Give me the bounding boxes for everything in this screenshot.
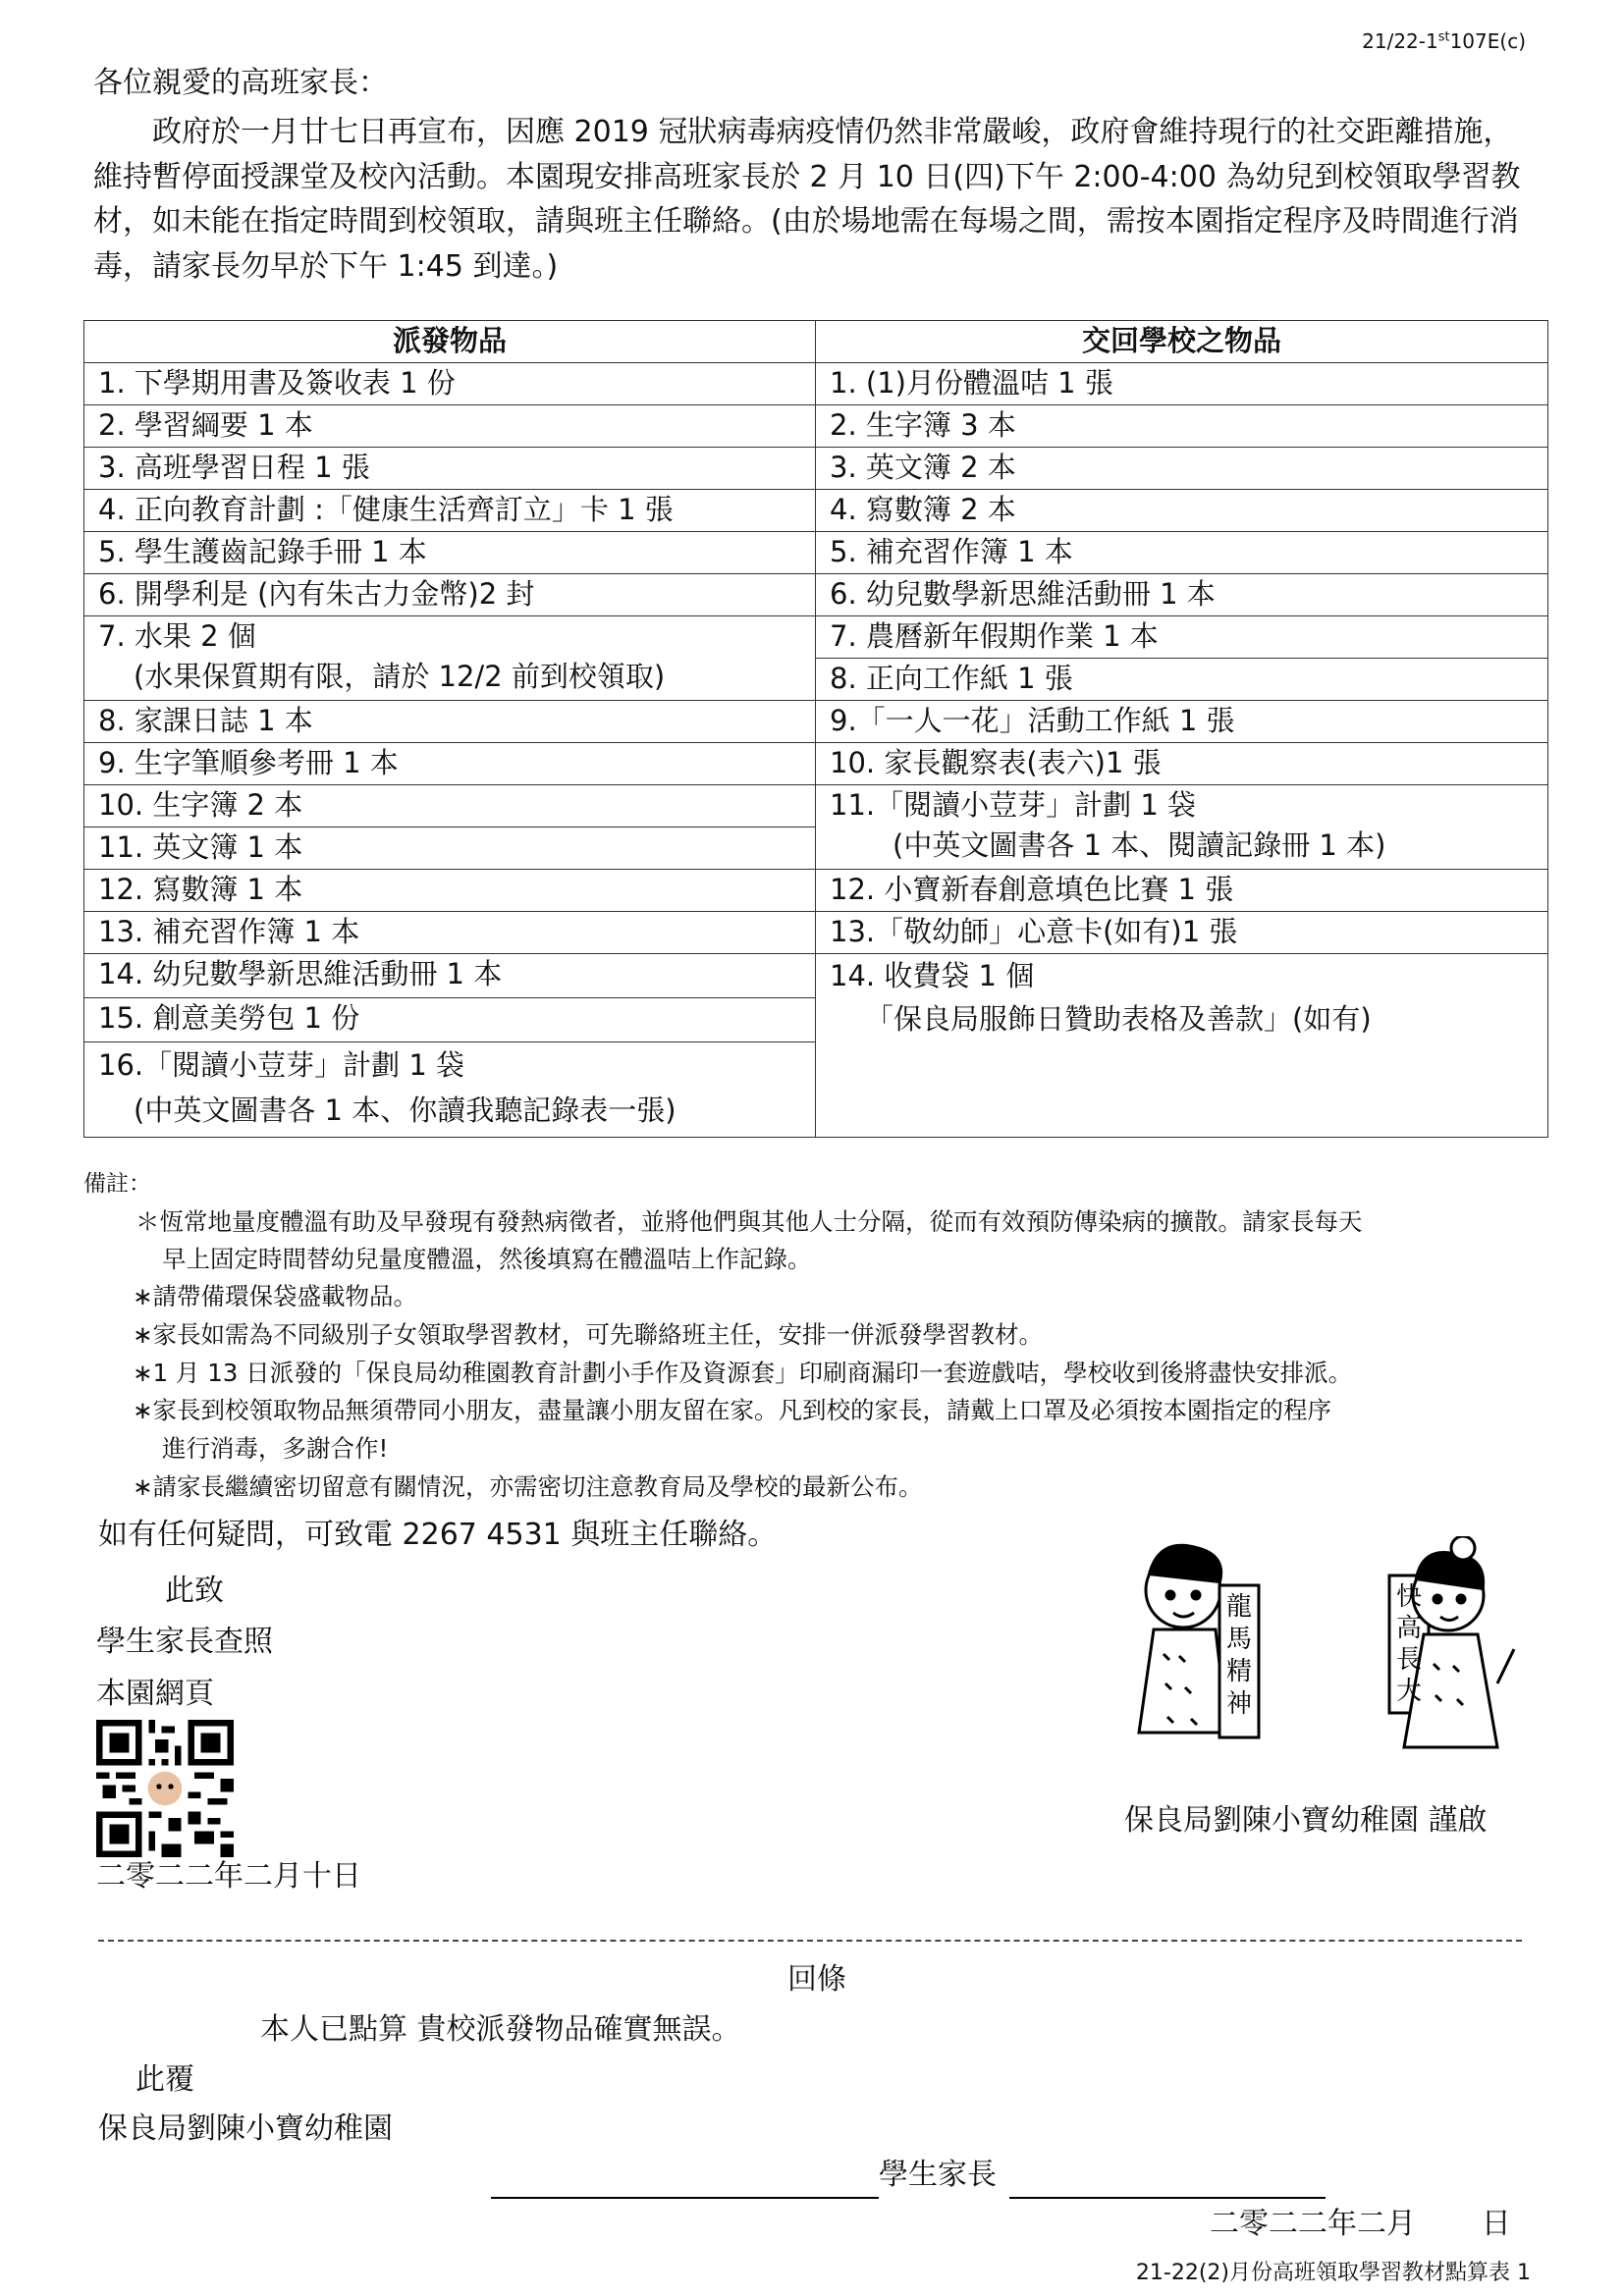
left-item-12: 12. 寫數簿 1 本 bbox=[84, 870, 816, 912]
right-item-13: 13.「敬幼師」心意卡(如有)1 張 bbox=[816, 912, 1548, 954]
tear-off-line bbox=[98, 1940, 1522, 1942]
greeting: 各位親愛的高班家長： bbox=[93, 66, 388, 100]
couplet-right-char-2: 高 bbox=[1395, 1614, 1423, 1643]
right-item-8: 8. 正向工作紙 1 張 bbox=[816, 659, 1548, 701]
left-item-4: 4. 正向教育計劃 :「健康生活齊訂立」卡 1 張 bbox=[84, 490, 816, 532]
closing-recipient: 學生家長查照 bbox=[96, 1625, 273, 1659]
qr-code-icon[interactable] bbox=[96, 1720, 234, 1857]
right-item-5: 5. 補充習作簿 1 本 bbox=[816, 532, 1548, 574]
left-item-15: 15. 創意美勞包 1 份 bbox=[84, 998, 816, 1042]
left-item-7: 7. 水果 2 個 (水果保質期有限，請於 12/2 前到校領取) bbox=[84, 616, 816, 701]
right-item-3: 3. 英文簿 2 本 bbox=[816, 448, 1548, 490]
left-item-14: 14. 幼兒數學新思維活動冊 1 本 bbox=[84, 954, 816, 998]
left-item-2: 2. 學習綱要 1 本 bbox=[84, 405, 816, 448]
notes-heading: 備註： bbox=[83, 1171, 151, 1197]
kids-couplet-illustration-icon bbox=[1110, 1536, 1522, 1777]
left-item-3: 3. 高班學習日程 1 張 bbox=[84, 448, 816, 490]
left-item-16: 16.「閱讀小荳芽」計劃 1 袋 (中英文圖書各 1 本、你讀我聽記錄表一張) bbox=[84, 1042, 816, 1138]
couplet-left-char-1: 龍 bbox=[1225, 1592, 1253, 1622]
reply-statement: 本人已點算 貴校派發物品確實無誤。 bbox=[260, 2012, 741, 2047]
items-table bbox=[83, 320, 1548, 1138]
right-item-1: 1. (1)月份體溫咭 1 張 bbox=[816, 363, 1548, 405]
right-item-14: 14. 收費袋 1 個 「保良局服飾日贊助表格及善款」(如有) bbox=[816, 954, 1548, 1138]
reply-closing: 此覆 bbox=[135, 2062, 194, 2097]
couplet-left-char-2: 馬 bbox=[1225, 1625, 1253, 1654]
reference-code: 21/22-1st107E(c) bbox=[1362, 29, 1526, 53]
couplet-right-char-3: 長 bbox=[1395, 1645, 1423, 1675]
left-item-10: 10. 生字簿 2 本 bbox=[84, 785, 816, 828]
right-item-12: 12. 小寶新春創意填色比賽 1 張 bbox=[816, 870, 1548, 912]
note-5: ∗家長到校領取物品無須帶同小朋友，盡量讓小朋友留在家。凡到校的家長，請戴上口罩及必須按本園指定的程序 bbox=[133, 1396, 1332, 1424]
note-5-cont: 進行消毒，多謝合作! bbox=[162, 1434, 389, 1463]
right-item-6: 6. 幼兒數學新思維活動冊 1 本 bbox=[816, 574, 1548, 616]
issue-date: 二零二二年二月十日 bbox=[96, 1859, 361, 1894]
header-distributed: 派發物品 bbox=[84, 321, 816, 363]
note-6: ∗請家長繼續密切留意有關情況，亦需密切注意教育局及學校的最新公布。 bbox=[133, 1472, 923, 1501]
header-returned: 交回學校之物品 bbox=[816, 321, 1548, 363]
couplet-left-char-3: 精 bbox=[1225, 1657, 1253, 1686]
left-item-9: 9. 生字筆順參考冊 1 本 bbox=[84, 743, 816, 785]
right-item-2: 2. 生字簿 3 本 bbox=[816, 405, 1548, 448]
couplet-right-char-1: 快 bbox=[1395, 1582, 1423, 1612]
couplet-left-char-4: 神 bbox=[1225, 1689, 1253, 1719]
reply-slip-heading: 回條 bbox=[787, 1962, 846, 1997]
note-3: ∗家長如需為不同級別子女領取學習教材，可先聯絡班主任，安排一併派發學習教材。 bbox=[133, 1320, 1044, 1349]
left-item-11: 11. 英文簿 1 本 bbox=[84, 828, 816, 870]
parent-label: 學生家長 bbox=[879, 2158, 997, 2192]
note-1-cont: 早上固定時間替幼兒量度體溫，然後填寫在體溫咭上作記錄。 bbox=[162, 1245, 812, 1273]
left-item-13: 13. 補充習作簿 1 本 bbox=[84, 912, 816, 954]
note-4: ∗1 月 13 日派發的「保良局幼稚園教育計劃小手作及資源套」印刷商漏印一套遊戲咭，學校收到後將盡快安排派。 bbox=[133, 1359, 1353, 1387]
left-item-5: 5. 學生護齒記錄手冊 1 本 bbox=[84, 532, 816, 574]
right-item-11: 11.「閱讀小荳芽」計劃 1 袋 (中英文圖書各 1 本、閱讀記錄冊 1 本) bbox=[816, 785, 1548, 870]
left-item-8: 8. 家課日誌 1 本 bbox=[84, 701, 816, 743]
parent-signature-line[interactable] bbox=[1009, 2167, 1326, 2199]
signature-line-1[interactable] bbox=[491, 2167, 879, 2199]
right-item-4: 4. 寫數簿 2 本 bbox=[816, 490, 1548, 532]
right-item-9: 9.「一人一花」活動工作紙 1 張 bbox=[816, 701, 1548, 743]
closing-salutation: 此致 bbox=[165, 1574, 224, 1608]
intro-paragraph: 政府於一月廿七日再宣布，因應 2019 冠狀病毒病疫情仍然非常嚴峻，政府會維持現行的社交距離措施，維持暫停面授課堂及校內活動。本園現安排高班家長於 2 月 10 日(四)下午 2:00-4:00 為幼兒到校領取學習教材，如未能在指定時間到校領取，請與班主任聯絡。(由於場地需在每場之間，需按本園指定程序及時間進行消毒，請家長勿早於下午 1:45 到達。) bbox=[93, 115, 1521, 284]
website-label: 本園網頁 bbox=[96, 1677, 214, 1711]
left-item-6: 6. 開學利是 (內有朱古力金幣)2 封 bbox=[84, 574, 816, 616]
contact-line: 如有任何疑問，可致電 2267 4531 與班主任聯絡。 bbox=[98, 1518, 778, 1552]
right-item-7: 7. 農曆新年假期作業 1 本 bbox=[816, 616, 1548, 659]
reply-school: 保良局劉陳小寶幼稚園 bbox=[98, 2111, 393, 2146]
couplet-right-char-4: 大 bbox=[1395, 1677, 1423, 1706]
school-signature: 保良局劉陳小寶幼稚園 謹啟 bbox=[1124, 1803, 1488, 1838]
note-2: ∗請帶備環保袋盛載物品。 bbox=[133, 1282, 418, 1310]
reply-date: 二零二二年二月 日 bbox=[1210, 2207, 1511, 2241]
left-item-1: 1. 下學期用書及簽收表 1 份 bbox=[84, 363, 816, 405]
footer-code: 21-22(2)月份高班領取學習教材點算表 1 bbox=[1135, 2261, 1531, 2285]
note-1: ＊恆常地量度體溫有助及早發現有發熱病徵者，並將他們與其他人士分隔，從而有效預防傳染病的擴散。請家長每天 bbox=[135, 1207, 1363, 1236]
right-item-10: 10. 家長觀察表(表六)1 張 bbox=[816, 743, 1548, 785]
